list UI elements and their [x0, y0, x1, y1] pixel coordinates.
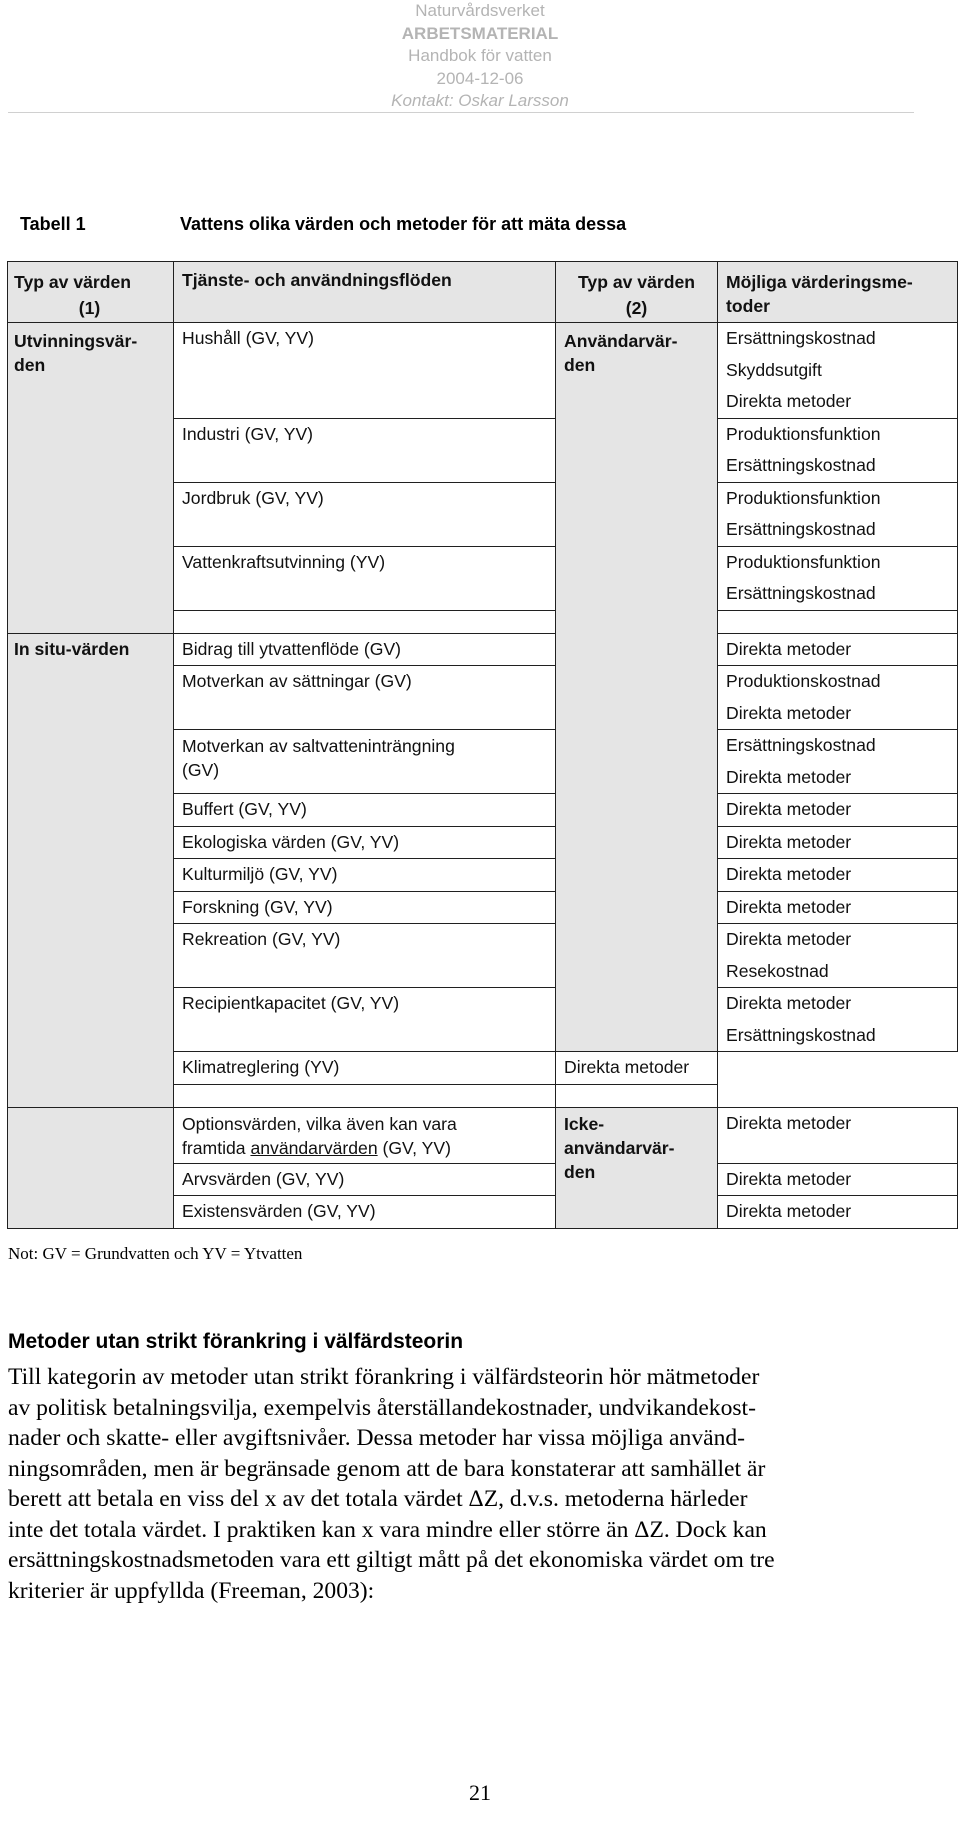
page-header [0, 0, 960, 113]
methods-cell: Direkta metoder [718, 1163, 958, 1196]
paragraph-line: av politisk betalningsvilja, exempelvis återställandekostnader, undvikandekost- [8, 1394, 756, 1421]
table-note: Not: GV = Grundvatten och YV = Ytvatten [8, 1244, 303, 1263]
flow-cell: Motverkan av saltvatteninträngning (GV) [174, 730, 556, 794]
methods-cell: Direkta metoder [556, 1052, 718, 1085]
paragraph-line: ersättningskostnadsmetoden vara ett giltigt mått på det ekonomiska värdet om tre [8, 1547, 775, 1573]
paragraph-line: ningsområden, men är begränsade genom att de bara konstaterar att samhället är [8, 1455, 766, 1482]
methods-cell: Direkta metoder Ersättningskostnad [718, 988, 958, 1052]
section-type-ickeanvandar: Icke- användarvär- den [556, 1107, 718, 1228]
flow-cell: Vattenkraftsutvinning (YV) [174, 546, 556, 610]
flow-cell: Klimatreglering (YV) [174, 1052, 556, 1085]
paragraph-line: kriterier är uppfyllda (Freeman, 2003): [8, 1577, 375, 1604]
section-type-utvinning: Utvinningsvär- den [8, 323, 174, 634]
methods-cell: Direkta metoder [718, 859, 958, 892]
flow-cell: Recipientkapacitet (GV, YV) [174, 988, 556, 1052]
paragraph-line: inte det totala värdet. I praktiken kan x vara mindre eller större än ΔZ. Dock kan [8, 1516, 767, 1543]
flow-cell: Hushåll (GV, YV) [174, 323, 556, 419]
section-type-anvandar: Användarvär- den [556, 323, 718, 1052]
header-methods: Möjliga värderingsme- toder [718, 262, 958, 323]
methods-cell: Direkta metoder [718, 891, 958, 924]
paragraph-line: nader och skatte- eller avgiftsnivåer. Dessa metoder har vissa möjliga använd- [8, 1425, 746, 1451]
header-date: 2004-12-06 [436, 68, 524, 88]
flow-cell: Rekreation (GV, YV) [174, 924, 556, 988]
methods-cell: Direkta metoder [718, 633, 958, 666]
table-caption-label: Tabell 1 [20, 214, 86, 234]
methods-cell: Direkta metoder [718, 826, 958, 859]
section-heading: Metoder utan strikt förankring i välfärdsteorin [8, 1330, 464, 1353]
header-divider [8, 112, 914, 113]
header-contact: Kontakt: Oskar Larsson [391, 91, 569, 110]
methods-cell: Produktionsfunktion Ersättningskostnad [718, 418, 958, 482]
header-flows: Tjänste- och användningsflöden [174, 262, 556, 323]
header-status: ARBETSMATERIAL [401, 23, 559, 43]
header-doc: Handbok för vatten [408, 46, 552, 65]
flow-cell: Motverkan av sättningar (GV) [174, 666, 556, 730]
paragraph-line: berett att betala en viss del x av det totala värdet ΔZ, d.v.s. metoderna härleder [8, 1486, 748, 1512]
methods-cell: Direkta metoder Resekostnad [718, 924, 958, 988]
flow-cell: Kulturmiljö (GV, YV) [174, 859, 556, 892]
page-number: 21 [469, 1780, 491, 1805]
table-row [8, 1107, 958, 1163]
methods-cell: Direkta metoder [718, 794, 958, 827]
methods-cell: Produktionskostnad Direkta metoder [718, 666, 958, 730]
flow-cell: Industri (GV, YV) [174, 418, 556, 482]
flow-cell: Bidrag till ytvattenflöde (GV) [174, 633, 556, 666]
methods-cell: Produktionsfunktion Ersättningskostnad [718, 546, 958, 610]
section-type-empty [8, 1107, 174, 1228]
methods-cell: Ersättningskostnad Direkta metoder [718, 730, 958, 794]
methods-cell: Produktionsfunktion Ersättningskostnad [718, 482, 958, 546]
methods-cell: Direkta metoder [718, 1196, 958, 1229]
flow-cell: Existensvärden (GV, YV) [174, 1196, 556, 1229]
flow-cell: Arvsvärden (GV, YV) [174, 1163, 556, 1196]
values-table [7, 261, 958, 1229]
body-paragraph [8, 1362, 943, 1606]
flow-cell: Ekologiska värden (GV, YV) [174, 826, 556, 859]
header-org: Naturvårdsverket [415, 1, 545, 20]
table-header-row [8, 262, 958, 323]
flow-cell: Optionsvärden, vilka även kan vara framtida användarvärden (GV, YV) [174, 1107, 556, 1163]
section-type-insitu: In situ-värden [8, 633, 174, 1107]
table-row [8, 633, 958, 666]
table-caption-title: Vattens olika värden och metoder för att mäta dessa [180, 214, 627, 234]
flow-cell: Jordbruk (GV, YV) [174, 482, 556, 546]
methods-cell: Direkta metoder [718, 1107, 958, 1163]
paragraph-line: Till kategorin av metoder utan strikt förankring i välfärdsteorin hör mätmetoder [8, 1364, 760, 1390]
header-type2: Typ av värden (2) [556, 262, 718, 323]
flow-cell: Forskning (GV, YV) [174, 891, 556, 924]
flow-cell: Buffert (GV, YV) [174, 794, 556, 827]
methods-cell: Ersättningskostnad Skyddsutgift Direkta metoder [718, 323, 958, 419]
header-type1: Typ av värden (1) [8, 262, 174, 323]
table-row [8, 323, 958, 419]
